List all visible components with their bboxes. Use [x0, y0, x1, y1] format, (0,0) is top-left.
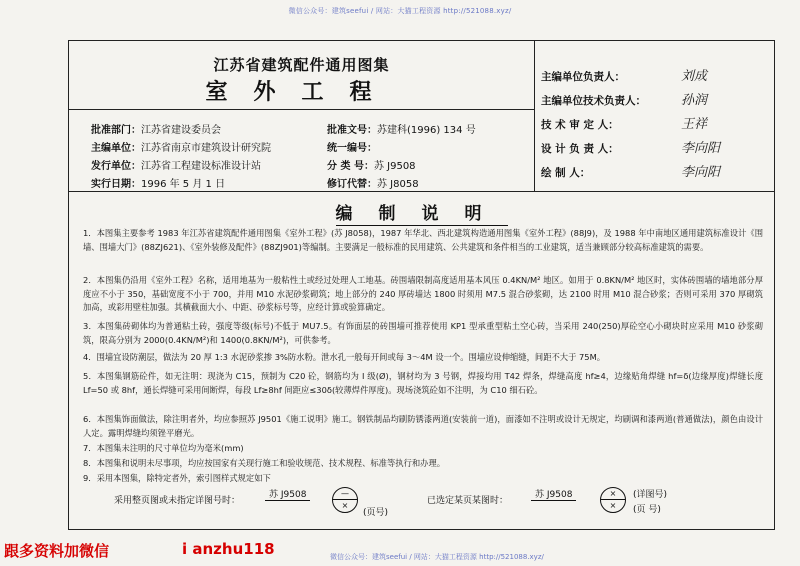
ref-left-top: — [341, 489, 349, 498]
sign-row-5: 绘 制 人： [541, 167, 591, 179]
revised-value: 苏 J8058 [377, 179, 419, 190]
approval-dept [91, 121, 221, 136]
approval-doc [327, 121, 476, 136]
ref-right-code-text: 苏 J9508 [531, 490, 576, 501]
ref-left-bot: × [341, 501, 349, 510]
sign-row-4: 设 计 负 责 人： [541, 143, 619, 155]
ref-right-symbol [600, 487, 626, 513]
publisher-value: 江苏省工程建设标准设计站 [141, 161, 261, 172]
footer-wechat-id: i anzhu118 [182, 540, 275, 558]
top-watermark: 微信公众号：建筑seefui / 网站：大猫工程资源 http://521088.xyz/ [288, 7, 512, 15]
note-7: 7．本图集未注明的尺寸单位均为毫米(mm) [83, 443, 244, 453]
approval-dept-label: 批准部门： [91, 125, 141, 136]
publisher-label: 发行单位： [91, 161, 141, 172]
category-no [327, 157, 416, 172]
note-3: 3．本图集砖砌体均为普通粘土砖，强度等级(标号)不低于 MU7.5。有饰面层的砖围墙可推荐使用 KP1 型承重型粘土空心砖，当采用 240(250)厚砼空心小砌块时应采用 M10 砂浆砌筑，限高分别为 2000(0.4KN/M²)和 1400(0.8KN/M²)，可供参考。 [83, 321, 763, 345]
signature-5: 李向阳 [681, 165, 721, 180]
impl-date [91, 175, 225, 190]
ref-right-label: 已选定某页某图时： [427, 496, 509, 506]
signature-block [535, 41, 774, 191]
note-5: 5．本图集钢筋砼件，如无注明：现浇为 C15，预制为 C20 砼，钢筋均为 I 级(Ø)，钢材均为 3 号钢，焊接均用 T42 焊条，焊缝高度 hf≥4，边缘贴角焊缝 hf=δ(边缘厚度)焊缝长度 Lf=50 或 8hf，通长焊缝可采用间断焊，每段 Lf≥8hf 间距应≤30δ(较薄焊件厚度)。现场浇筑砼如不注明，为 C10 细石砼。 [83, 371, 763, 395]
title-block [69, 41, 774, 192]
note-6: 6．本图集饰面做法，除注明者外，均应参照苏 J9501《施工说明》施工。钢铁制品均刷防锈漆两道(安装前一道)，面漆如不注明或设计无规定，均刷调和漆两道(普通做法)，颜色由设计人定。露明焊缝均须锉平磨光。 [83, 414, 763, 438]
impl-date-value: 1996 年 5 月 1 日 [141, 179, 226, 190]
editor-unit-label: 主编单位： [91, 143, 141, 154]
unified-no-label: 统一编号： [327, 143, 377, 154]
editor-unit-value: 江苏省南京市建筑设计研究院 [141, 143, 271, 154]
collection-title: 江苏省建筑配件通用图集 [213, 56, 390, 74]
ref-left-page: (页号) [363, 508, 389, 518]
ref-right-code [531, 487, 576, 500]
ref-right-detail: (详图号) [633, 490, 668, 500]
note-2: 2．本图集仍沿用《室外工程》名称，适用地基为一般粘性土或经过处理人工地基。砖围墙限制高度适用基本风压 0.4KN/M² 地区。如用于 0.8KN/M² 地区时，实体砖围墙的墙地部分厚度应不小于 350，基础宽度不小于 700，并用 M10 水泥砂浆砌筑；地上部分的 240 厚砖墙达 1800 时须用 M7.5 混合砂浆砌，达 2100 时用 M10 混合砂浆；否则可采用 370 厚砌筑加高，或彩用壁柱加强。其横截面大小、中距、砂浆标号等，应经计算或验算确定。 [83, 275, 763, 312]
unified-no [327, 139, 377, 154]
notes-title [69, 199, 774, 224]
category-no-label: 分 类 号： [327, 161, 374, 172]
approval-dept-value: 江苏省建设委员会 [141, 125, 221, 136]
divider [69, 109, 534, 110]
sign-row-1: 主编单位负责人： [541, 71, 625, 83]
note-1: 1．本图集主要参考 1983 年江苏省建筑配件通用图集《室外工程》(苏 J8058)，1987 年华北、西北建筑构造通用图集《室外工程》(88J9)，及 1988 年中南地区通用建筑标准设计《围墙、围墙大门》(88ZJ621)、《室外装修及配件》(88ZJ901)等编制。主要满足一般标准的民用建筑、公共建筑和条件相当的工业建筑，适当兼顾部分较高标准建筑的需要。 [83, 228, 763, 252]
signature-2: 孙润 [681, 93, 708, 108]
category-no-value: 苏 J9508 [373, 161, 416, 172]
notes-title-text: 编制说明 [335, 204, 508, 224]
signature-3: 王祥 [681, 117, 708, 132]
drawing-frame [68, 40, 775, 530]
signature-4: 李向阳 [681, 141, 721, 156]
sign-row-2: 主编单位技术负责人： [541, 95, 646, 107]
impl-date-label: 实行日期： [91, 179, 141, 190]
bottom-watermark: 微信公众号：建筑seefui / 网站：大猫工程资源 http://521088.xyz/ [330, 553, 544, 561]
ref-left-label: 采用整页图或未指定详图号时： [114, 496, 241, 506]
footer-wechat-text: 跟多资料加微信 [4, 542, 110, 560]
approval-doc-label: 批准文号： [327, 125, 377, 136]
ref-right-page: (页 号) [633, 505, 661, 515]
note-9: 9．采用本图集，除特定者外，索引图样式规定如下 [83, 473, 271, 483]
approval-doc-value: 苏建科(1996) 134 号 [377, 125, 476, 136]
signature-1: 刘成 [681, 69, 708, 84]
sign-row-3: 技 术 审 定 人： [541, 119, 619, 131]
revised-label: 修订代替： [327, 179, 377, 190]
ref-right-top: × [609, 489, 617, 498]
note-4: 4．围墙宜设防潮层，做法为 20 厚 1:3 水泥砂浆掺 3%防水粉。泄水孔一般每开间或每 3～4M 设一个。围墙应设伸缩缝，间距不大于 75M。 [83, 352, 606, 362]
ref-left-code-text: 苏 J9508 [265, 490, 310, 501]
ref-right-bot: × [609, 501, 617, 510]
editor-unit [91, 139, 271, 154]
note-8: 8．本图集和说明未尽事项，均应按国家有关现行施工和验收规范、技术规程、标准等执行和办理。 [83, 458, 446, 468]
revised [327, 175, 419, 190]
main-title: 室外工程 [205, 79, 398, 105]
ref-left-code [265, 487, 310, 500]
ref-left-symbol [332, 487, 358, 513]
title-block-left [69, 41, 535, 191]
publisher [91, 157, 261, 172]
